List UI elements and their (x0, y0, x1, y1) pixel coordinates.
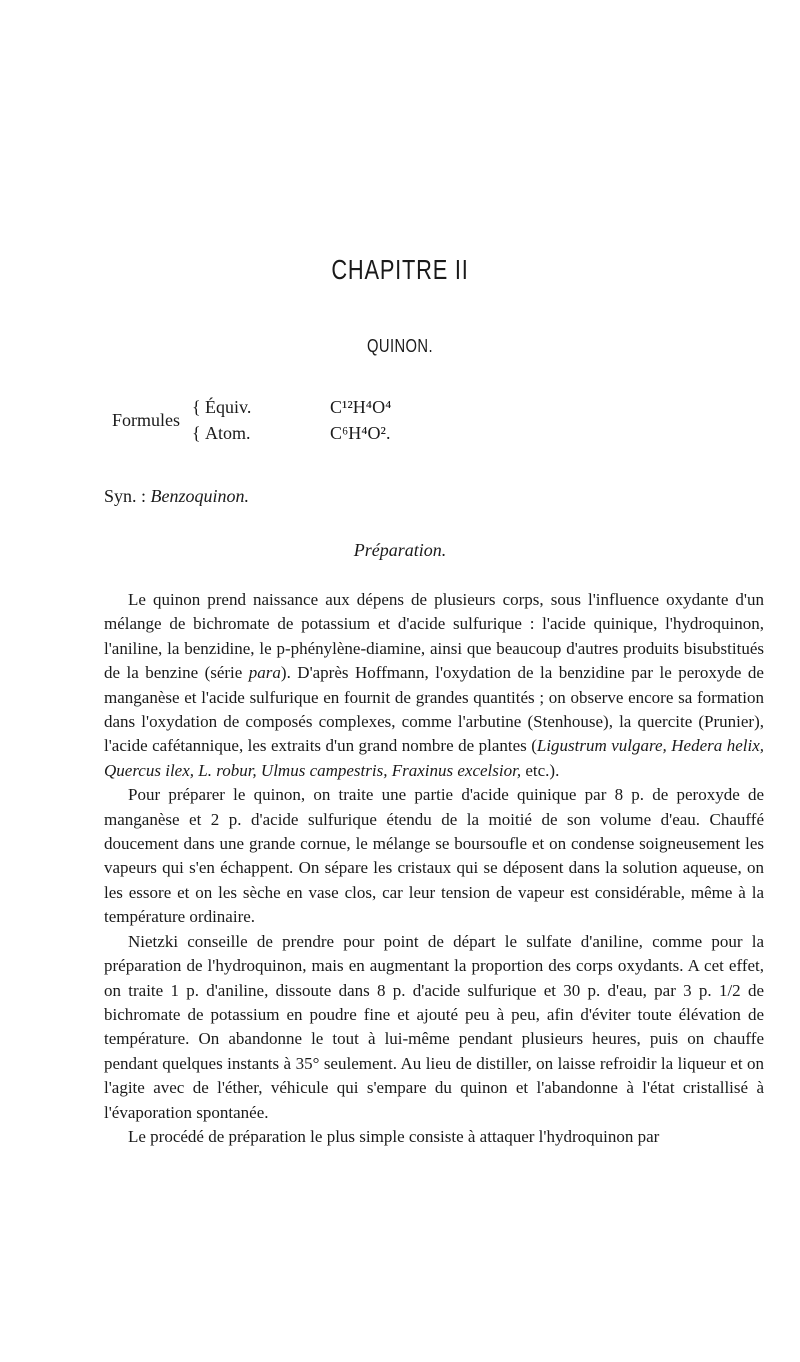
formula-value: C¹²H⁴O⁴ (330, 397, 392, 417)
preparation-heading: Préparation. (353, 540, 447, 560)
formula-row-equiv (205, 394, 392, 420)
chapter-title: CHAPITRE II (331, 254, 469, 285)
formulas-label: Formules (112, 410, 181, 430)
paragraph: Pour préparer le quinon, on traite une partie d'acide quinique par 8 p. de peroxyde de manganèse et 2 p. d'acide sulfurique étendu de la moitié de son volume d'eau. Chauffé doucement dans une grande cornue, le mélange se boursoufle et on condense soigneusement les vapeurs qui s'en échappent. On sépare les cristaux qui se déposent dans la solution aqueuse, on les essore et on les sèche en vase clos, car leur tension de vapeur est considérable, même à la température ordinaire. (104, 785, 764, 927)
paragraph-italic: para (248, 663, 281, 683)
paragraph-italic: Ligustrum vulgare, Hedera helix, Quercus ilex, L. robur, Ulmus campestris, Fraxinus excelsior, (104, 736, 764, 780)
paragraph: Le procédé de préparation le plus simple consiste à attaquer l'hydroquinon par (128, 1126, 660, 1146)
formulas-brace: { { (192, 397, 201, 443)
formula-row-name: Équiv. (205, 397, 252, 417)
synonym-line (104, 486, 249, 507)
paragraph-text: etc.). (521, 760, 560, 780)
section-title: QUINON. (366, 336, 434, 356)
formula-value: C⁶H⁴O². (330, 423, 391, 443)
formula-row-atom (205, 420, 391, 446)
paragraph-text: ). D'après Hoffmann, l'oxydation de la benzidine par le peroxyde de manganèse et l'acide sulfurique en fournit de grandes quantités ; on observe encore sa formation dans l'oxydation de composés complexes, comme l'arbutine (Stenhouse), la quercite (Prunier), l'acide cafétannique, les extraits d'un grand nombre de plantes ( (104, 663, 764, 756)
synonym-label: Syn. : (104, 486, 147, 506)
synonym-value: Benzoquinon. (150, 486, 250, 506)
body-text (104, 588, 764, 1149)
paragraph: Nietzki conseille de prendre pour point de départ le sulfate d'aniline, comme pour la préparation de l'hydroquinon, mais en augmentant la proportion des corps oxydants. A cet effet, on traite 1 p. d'aniline, dissoute dans 8 p. d'acide sulfurique et 30 p. d'eau, par 3 p. 1/2 de bichromate de potassium en poudre fine et ajouté peu à peu, afin d'éviter toute élévation de température. On abandonne le tout à lui-même pendant plusieurs heures, puis on chauffe pendant quelques instants à 35° seulement. Au lieu de distiller, on laisse refroidir la liqueur et on l'agite avec de l'éther, véhicule qui s'empare du quinon et l'abandonne à l'état cristallisé à l'évaporation spontanée. (104, 931, 764, 1122)
formula-row-name: Atom. (205, 423, 251, 443)
paragraph (104, 588, 764, 783)
paragraph-text: Le quinon prend naissance aux dépens de plusieurs corps, sous l'influence oxydante d'un mélange de bichromate de potassium et d'acide sulfurique : l'acide quinique, l'hydroquinon, l'aniline, la benzidine, le p-phénylène-diamine, ainsi que beaucoup d'autres produits bisubstitués de la benzine (série (104, 590, 764, 683)
